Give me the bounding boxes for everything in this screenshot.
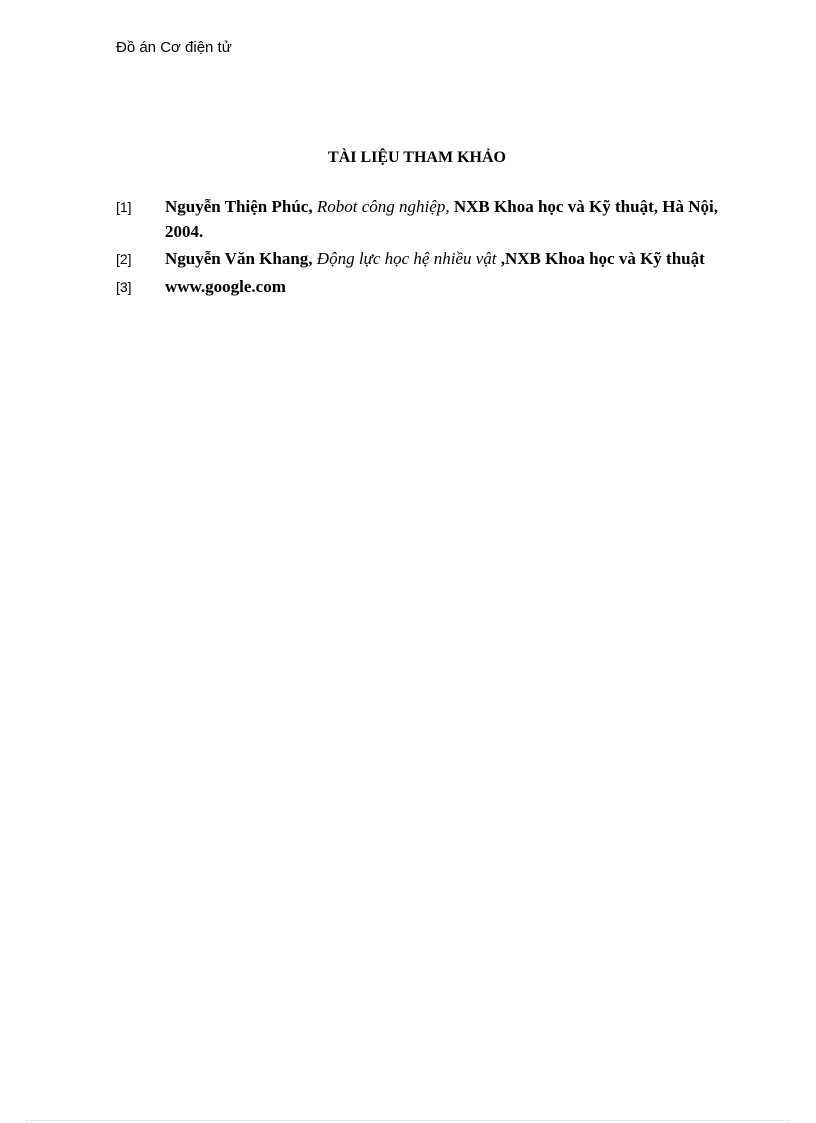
reference-link: www.google.com [165,277,286,296]
reference-item [116,194,718,244]
reference-publisher: ,NXB Khoa học và Kỹ thuật [500,249,705,268]
reference-text [165,194,718,244]
running-header: Đồ án Cơ điện tử [116,39,232,56]
section-title: TÀI LIỆU THAM KHẢO [328,149,506,166]
reference-list [116,194,718,302]
page-bottom-divider [26,1120,790,1121]
reference-author: Nguyễn Thiện Phúc, [165,197,313,216]
reference-number: [3] [116,279,132,295]
reference-item [116,274,718,300]
reference-number: [1] [116,199,132,215]
reference-text [165,246,718,271]
reference-title: Động lực học hệ nhiều vật [316,249,497,268]
reference-number: [2] [116,251,132,267]
reference-author: Nguyễn Văn Khang, [165,249,313,268]
reference-publisher: NXB Khoa học và Kỹ thuật, Hà Nội, 2004. [165,197,719,241]
reference-item [116,246,718,272]
reference-title: Robot công nghiệp, [316,197,450,216]
